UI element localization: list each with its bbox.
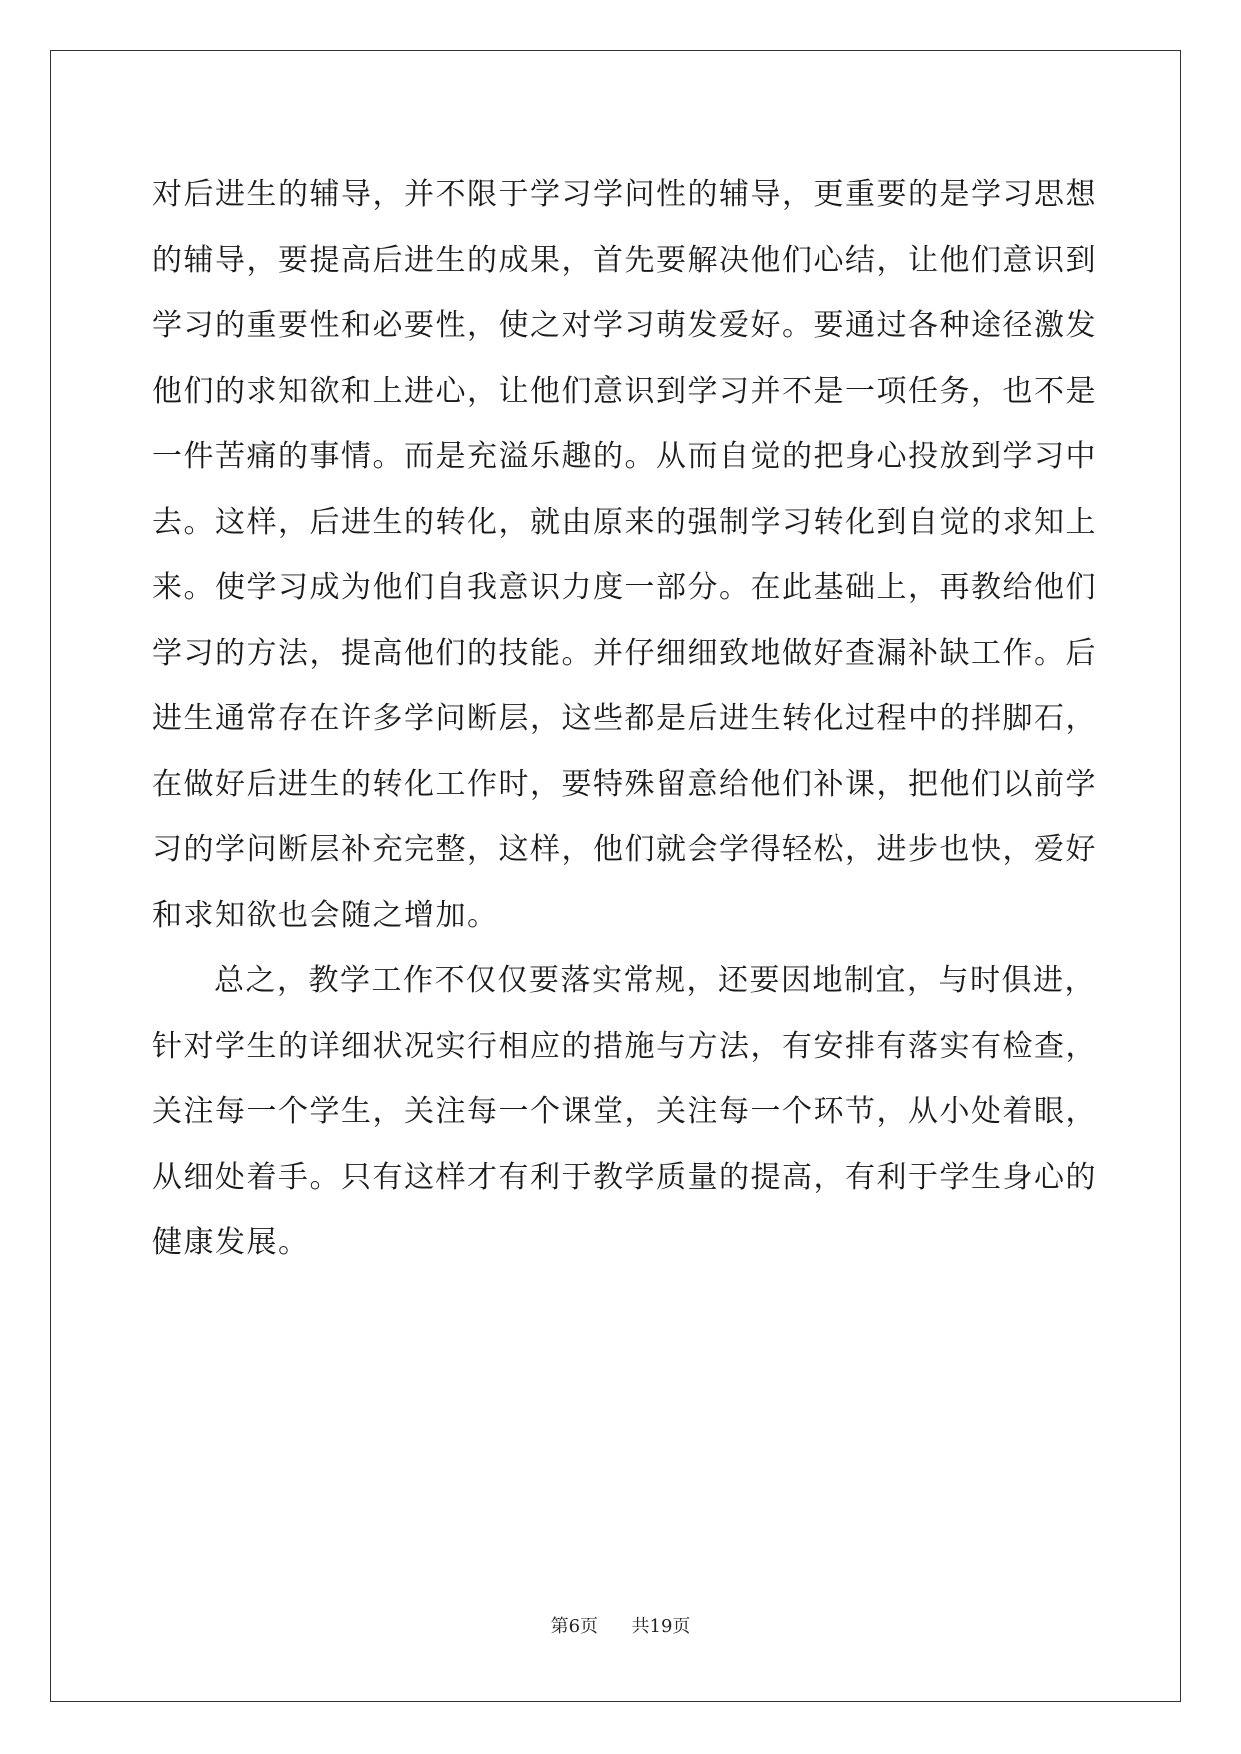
page-total: 共19页 — [631, 1616, 691, 1637]
text-line: 关注每一个学生，关注每一个课堂，关注每一个环节，从小处着眼， — [152, 1094, 1097, 1129]
text-line: 针对学生的详细状况实行相应的措施与方法，有安排有落实有检查， — [152, 1028, 1097, 1064]
paragraph-2 — [152, 948, 1097, 1276]
text-line: 学习的重要性和必要性，使之对学习萌发爱好。要通过各种途径激发 — [152, 308, 1097, 343]
text-line: 健康发展。 — [152, 1225, 310, 1260]
text-line: 去。这样，后进生的转化，就由原来的强制学习转化到自觉的求知上 — [152, 504, 1097, 540]
text-line: 和求知欲也会随之增加。 — [152, 897, 499, 933]
text-line: 从细处着手。只有这样才有利于教学质量的提高，有利于学生身心的 — [152, 1159, 1097, 1195]
text-line: 来。使学习成为他们自我意识力度一部分。在此基础上，再教给他们 — [152, 570, 1097, 605]
text-line: 对后进生的辅导，并不限于学习学问性的辅导，更重要的是学习思想 — [152, 177, 1097, 212]
text-line: 学习的方法，提高他们的技能。并仔细细致地做好查漏补缺工作。后 — [152, 635, 1097, 671]
page-number: 第6页 — [550, 1616, 599, 1637]
text-line: 进生通常存在许多学问断层，这些都是后进生转化过程中的拌脚石， — [152, 701, 1097, 736]
text-line: 习的学问断层补充完整，这样，他们就会学得轻松，进步也快，爱好 — [152, 832, 1097, 867]
text-line: 在做好后进生的转化工作时，要特殊留意给他们补课，把他们以前学 — [152, 766, 1097, 802]
document-body — [152, 162, 1097, 1276]
paragraph-1 — [152, 162, 1097, 948]
text-line: 总之，教学工作不仅仅要落实常规，还要因地制宜，与时俱进， — [214, 963, 1096, 998]
text-line: 他们的求知欲和上进心，让他们意识到学习并不是一项任务，也不是 — [152, 373, 1097, 409]
page-footer — [0, 1612, 1241, 1638]
text-line: 的辅导，要提高后进生的成果，首先要解决他们心结，让他们意识到 — [152, 242, 1097, 278]
text-line: 一件苦痛的事情。而是充溢乐趣的。从而自觉的把身心投放到学习中 — [152, 439, 1097, 474]
